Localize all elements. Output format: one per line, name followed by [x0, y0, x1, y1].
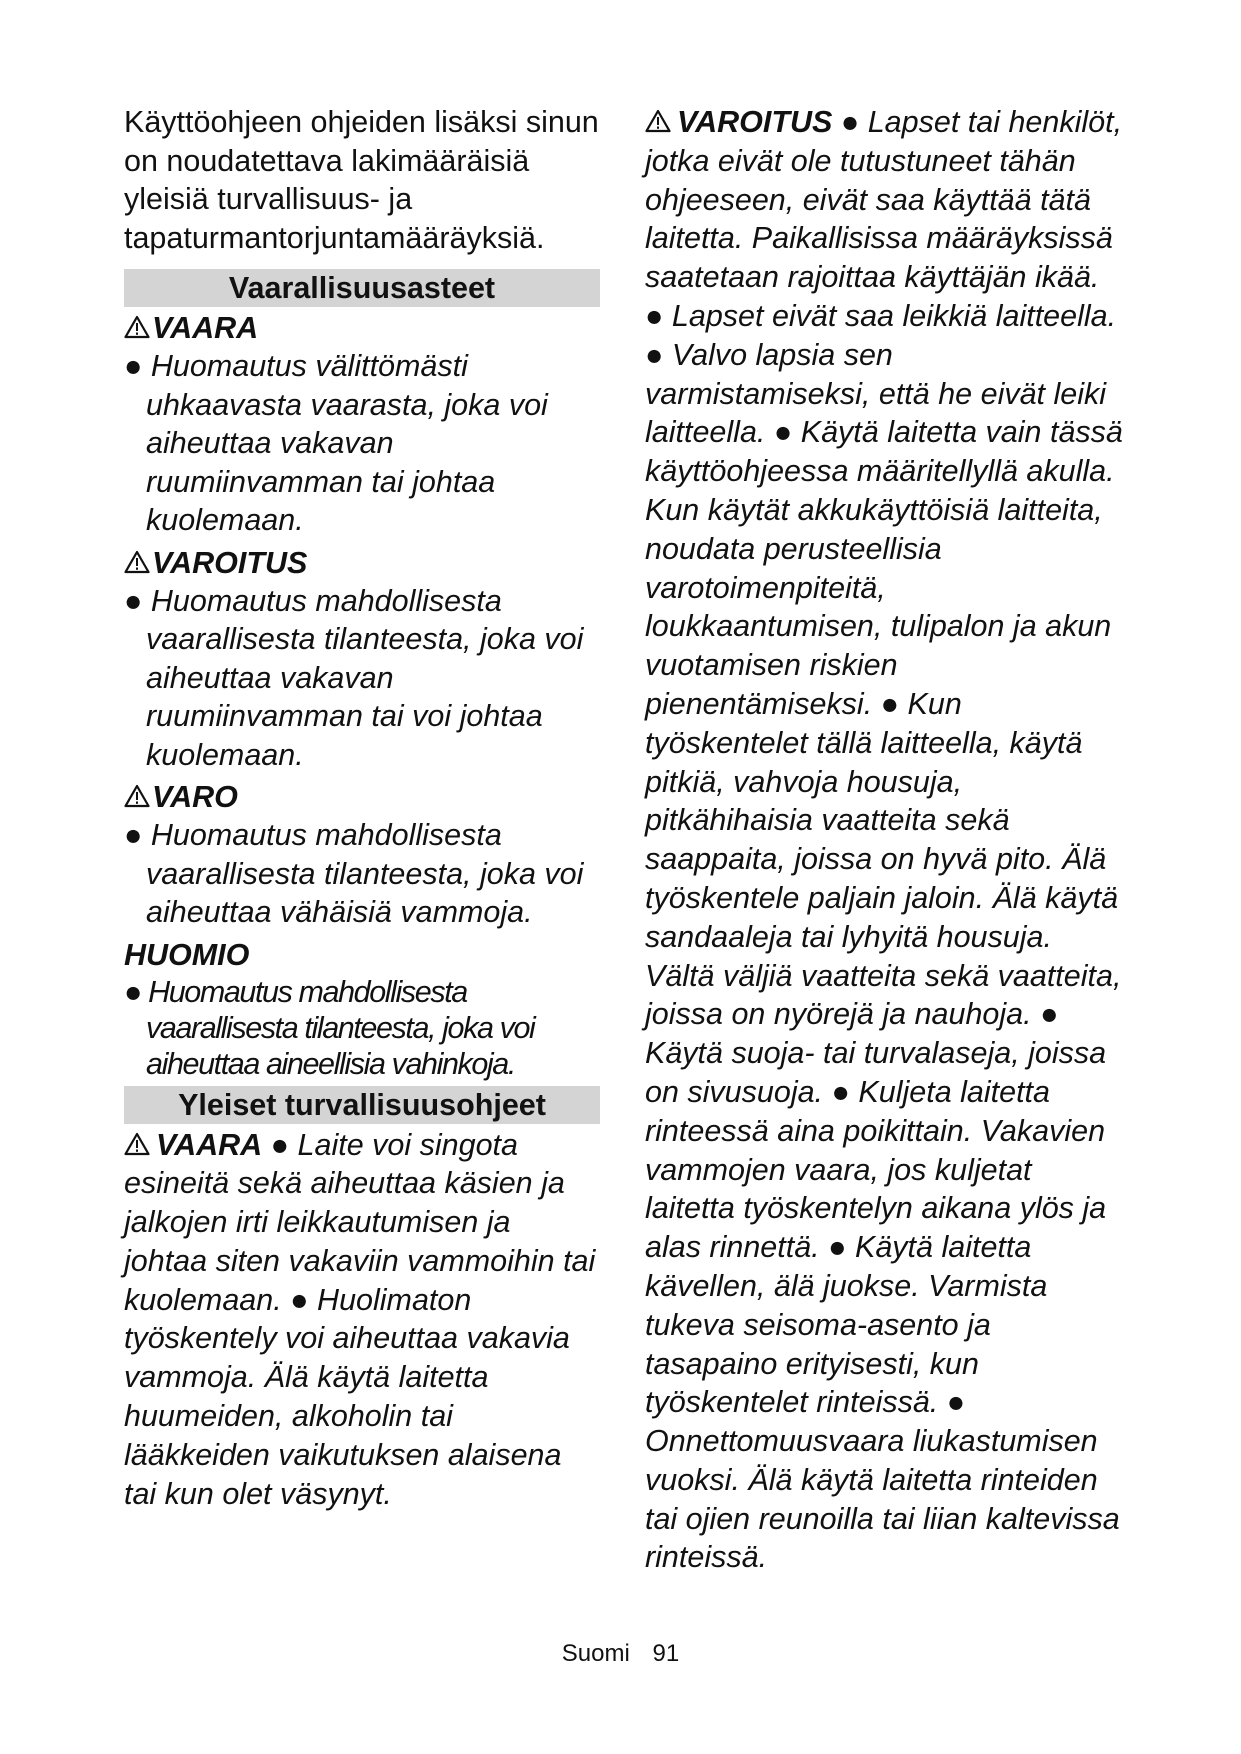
general-safety-paragraph	[124, 1126, 600, 1514]
warning-triangle-icon	[124, 550, 150, 574]
intro-paragraph: Käyttöohjeen ohjeiden lisäksi sinun on noudatettava lakimääräisiä yleisiä turvallisuus- ja tapaturmantorjuntamääräyksiä.	[124, 105, 599, 255]
warning-triangle-icon	[124, 1132, 150, 1156]
warning-label: VAROITUS	[677, 105, 833, 139]
general-label: VAARA	[156, 1127, 263, 1162]
level-label-huomio: HUOMIO	[124, 937, 250, 972]
warning-triangle-icon	[124, 784, 150, 808]
level-label-vaara	[124, 309, 600, 347]
section-title-general-safety: Yleiset turvallisuusohjeet	[124, 1086, 600, 1124]
level-note-varoitus: ● Huomautus mahdollisesta vaarallisesta tilanteesta, joka voi aiheuttaa vakavan ruumiinvamman tai voi johtaa kuolemaan.	[124, 583, 584, 772]
warning-text: ● Lapset tai henkilöt, jotka eivät ole tutustuneet tähän ohjeeseen, eivät saa käyttää tätä laitetta. Paikallisissa määräyksissä saatetaan rajoittaa käyttäjän ikää. ● Lapset eivät saa leikkiä laitteella. ● Valvo lapsia sen varmistamiseksi, että he eivät leiki laitteella. ● Käytä laitetta vain tässä käyttöohjeessa määritellyllä akulla. Kun käytät akkukäyttöisiä laitteita, noudata perusteellisia varotoimenpiteitä, loukkaantumisen, tulipalon ja akun vuotamisen riskien pienentämiseksi. ● Kun työskentelet tällä laitteella, käytä pitkiä, vahvoja housuja, pitkähihaisia vaatteita sekä saappaita, joissa on hyvä pito. Älä työskentele paljain jaloin. Älä käytä sandaaleja tai lyhyitä housuja. Vältä väljiä vaatteita sekä vaatteita, joissa on nyörejä ja nauhoja. ● Käytä suoja- tai turvalaseja, joissa on sivusuoja. ● Kuljeta laitetta rinteessä aina poikittain. Vakavien vammojen vaara, jos kuljetat laitetta työskentelyn aikana ylös ja alas rinnettä. ● Käytä laitetta kävellen, älä juokse. Varmista tukeva seisoma-asento ja tasapaino erityisesti, kun työskentelet rinteissä. ● Onnettomuusvaara liukastumisen vuoksi. Älä käytä laitetta rinteiden tai ojien reunoilla tai liian kaltevissa rinteissä.	[645, 105, 1123, 1575]
level-label-text: VARO	[152, 780, 238, 814]
footer-language: Suomi	[561, 1640, 630, 1667]
level-label-varo	[124, 778, 600, 816]
general-text: ● Laite voi singota esineitä sekä aiheuttaa käsien ja jalkojen irti leikkautumisen ja johtaa siten vakaviin vammoihin tai kuolemaan. ● Huolimaton työskentely voi aiheuttaa vakavia vammoja. Älä käytä laitetta huumeiden, alkoholin tai lääkkeiden vaikutuksen alaisena tai kun olet väsynyt.	[124, 1127, 596, 1511]
section-title-hazard-levels: Vaarallisuusasteet	[124, 269, 600, 307]
right-column	[645, 103, 1125, 1577]
level-label-varoitus	[124, 544, 600, 582]
level-note-varo: ● Huomautus mahdollisesta vaarallisesta tilanteesta, joka voi aiheuttaa vähäisiä vammoja.	[124, 818, 584, 929]
level-note-vaara: ● Huomautus välittömästi uhkaavasta vaarasta, joka voi aiheuttaa vakavan ruumiinvamman tai johtaa kuolemaan.	[124, 349, 548, 537]
level-note-huomio: ● Huomautus mahdollisesta vaarallisesta tilanteesta, joka voi aiheuttaa aineellisia vahinkoja.	[124, 974, 535, 1081]
warning-triangle-icon	[645, 109, 671, 133]
page-number: 91	[652, 1640, 680, 1667]
level-label-text: VAARA	[152, 311, 259, 345]
warning-paragraph	[645, 103, 1125, 1577]
warning-triangle-icon	[124, 315, 150, 339]
level-label-text: VAROITUS	[152, 545, 308, 580]
left-column	[124, 103, 600, 1513]
page-footer	[0, 1640, 1241, 1668]
